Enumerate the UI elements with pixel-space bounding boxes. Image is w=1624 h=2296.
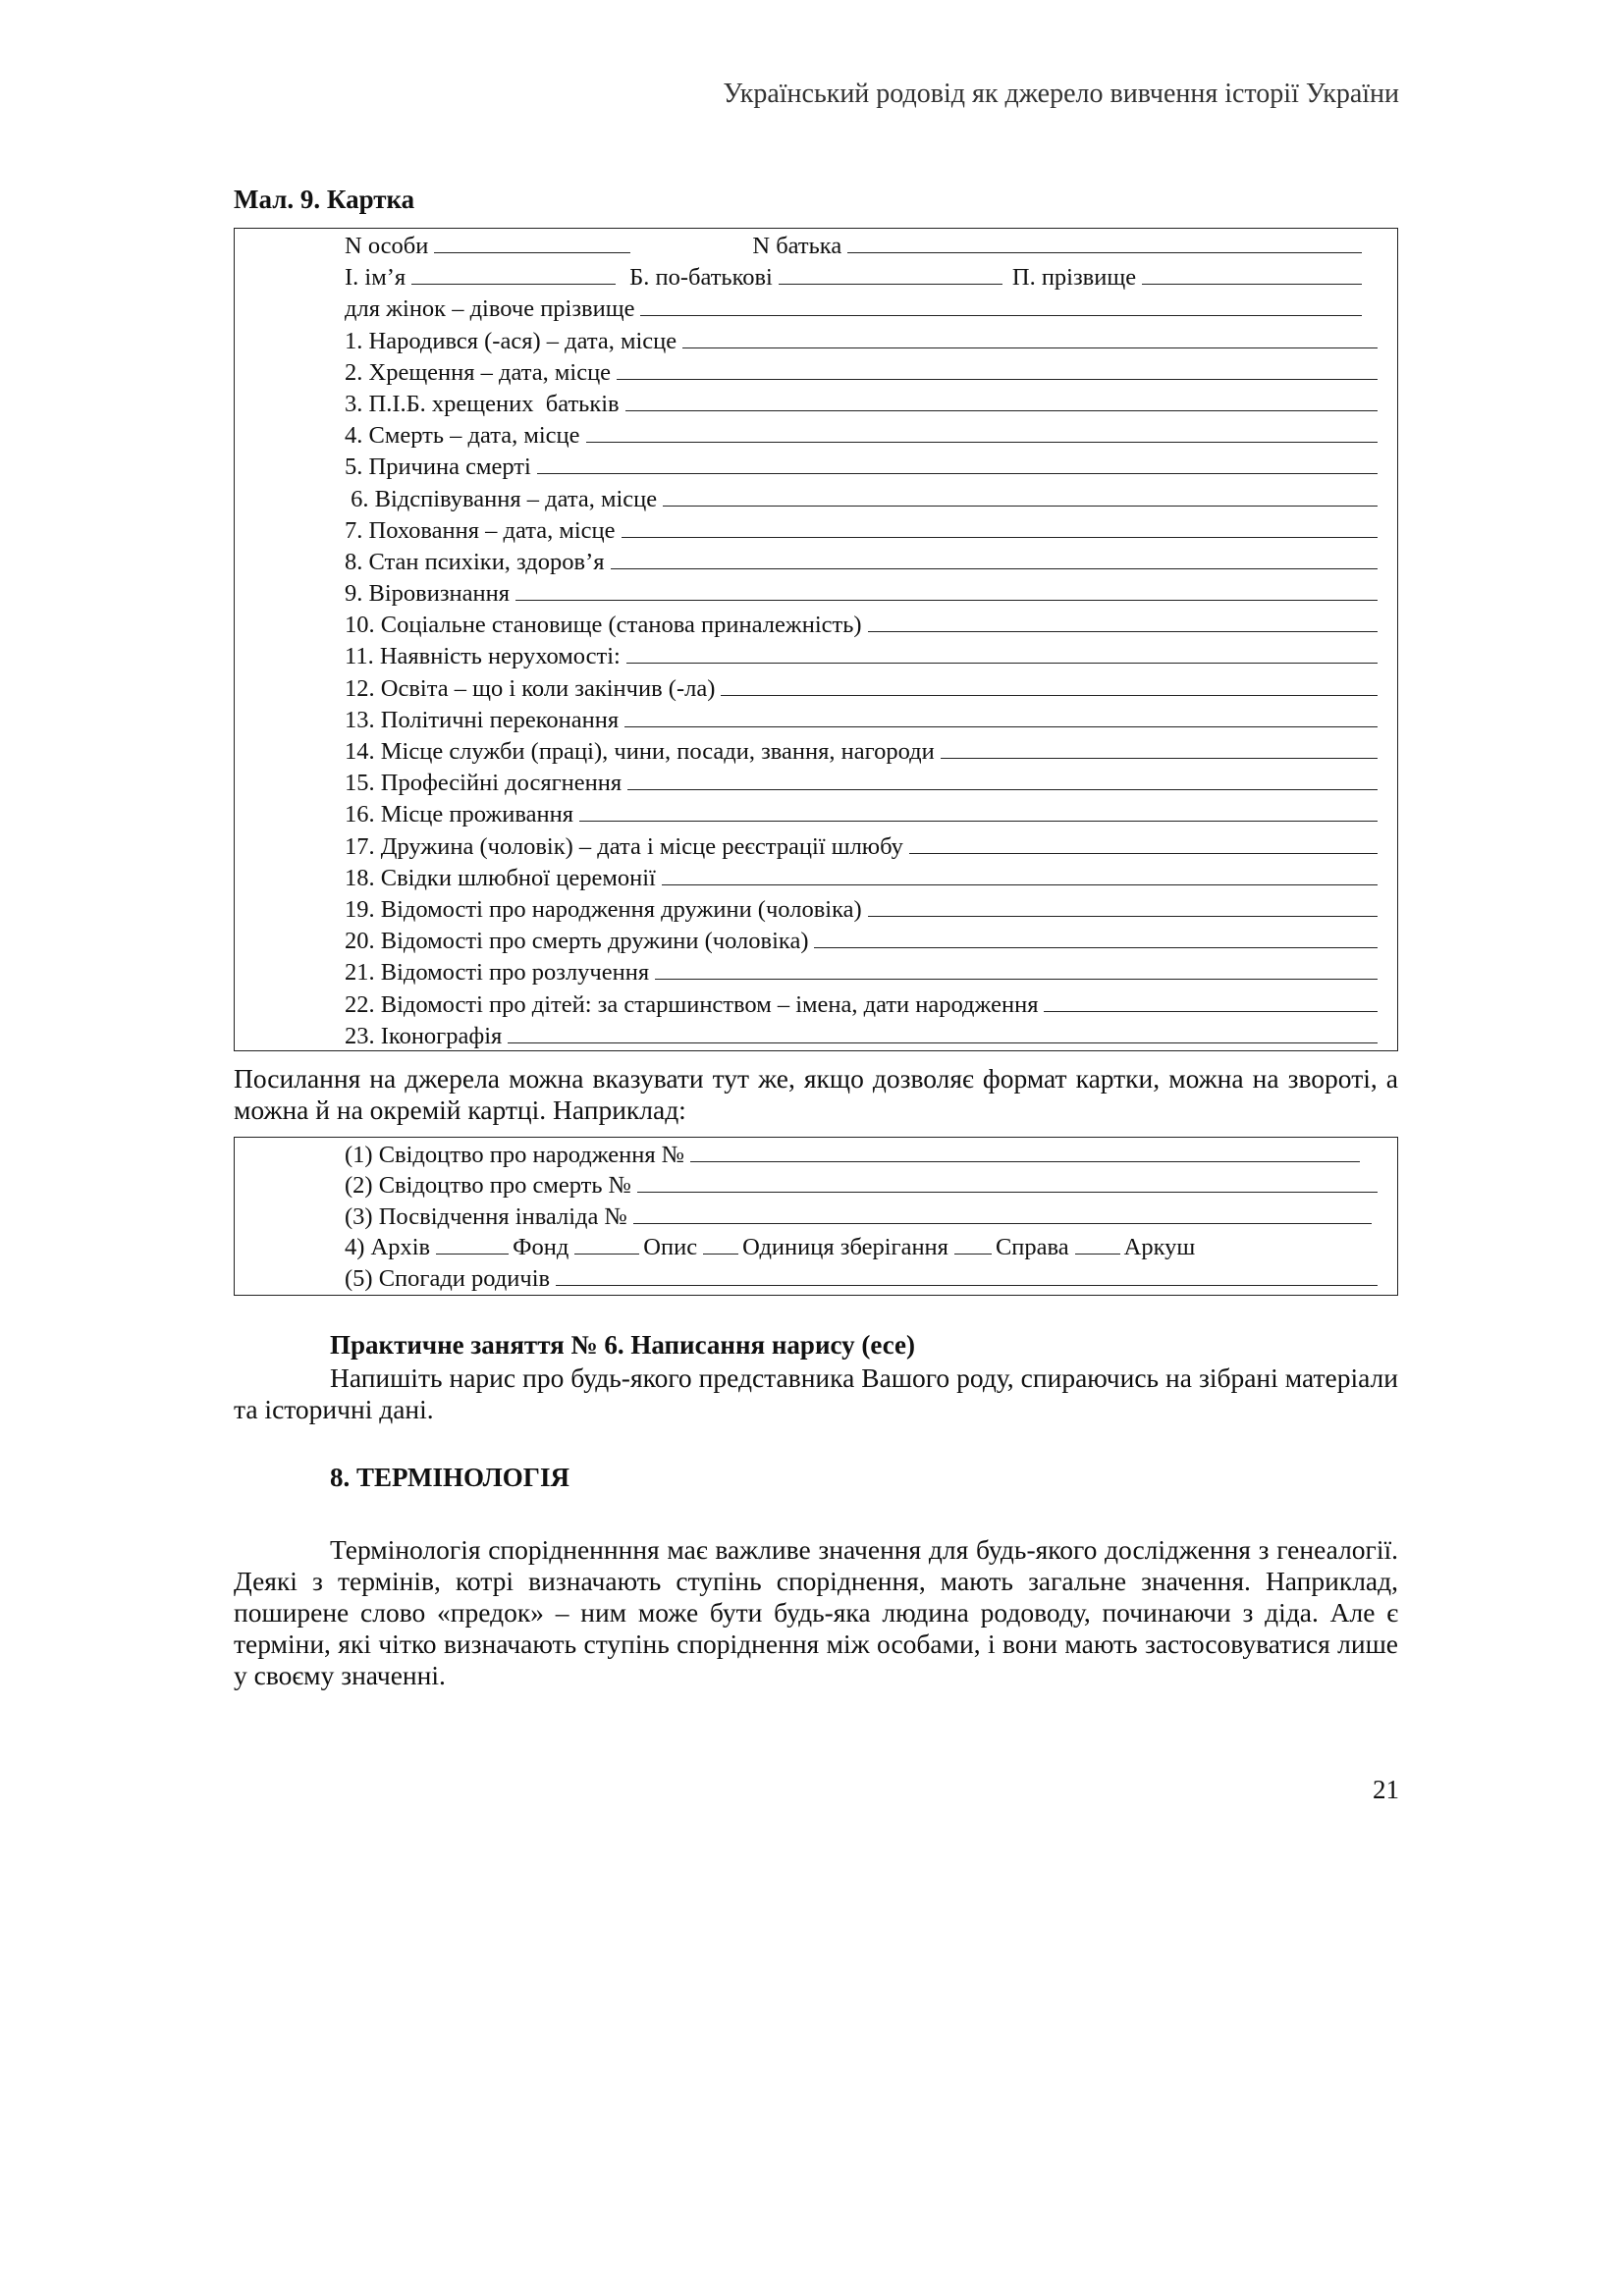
field-label: Одиниця зберігання <box>742 1234 948 1261</box>
source-row <box>235 1201 1397 1232</box>
field-label: 7. Поховання – дата, місце <box>345 516 616 544</box>
field-blank <box>633 1203 1372 1224</box>
field-label: 14. Місце служби (праці), чини, посади, звання, нагороди <box>345 738 935 765</box>
field-label: N особи <box>345 233 429 259</box>
field-label: 17. Дружина (чоловік) – дата і місце реєстрації шлюбу <box>345 832 903 860</box>
card-field-row <box>235 326 1397 357</box>
field-blank <box>909 833 1378 854</box>
card-field-row <box>235 768 1397 799</box>
card-field-row <box>235 926 1397 957</box>
field-label: N батька <box>752 233 842 259</box>
field-blank <box>434 233 630 253</box>
card-field-row <box>235 452 1397 483</box>
field-blank <box>627 770 1378 790</box>
field-label: 2. Хрещення – дата, місце <box>345 358 612 386</box>
card-row-names <box>235 262 1397 294</box>
field-label: 19. Відомості про народження дружини (чоловіка) <box>345 895 862 923</box>
field-label: Опис <box>643 1234 698 1261</box>
card-field-row <box>235 799 1397 830</box>
field-blank <box>411 264 616 285</box>
field-blank <box>626 643 1378 664</box>
field-blank <box>847 233 1362 253</box>
field-blank <box>868 612 1378 632</box>
field-label: 13. Політичні переконання <box>345 706 620 733</box>
source-row <box>235 1263 1397 1294</box>
field-label: І. ім’я <box>345 264 406 292</box>
card-field-row <box>235 357 1397 389</box>
field-label: 10. Соціальне становище (станова приналежність) <box>345 612 862 639</box>
running-title: Український родовід як джерело вивчення історії України <box>723 79 1399 109</box>
field-label: 9. Віровизнання <box>345 580 510 608</box>
card-field-row <box>235 484 1397 515</box>
field-blank <box>703 1234 738 1255</box>
field-blank <box>624 707 1378 727</box>
card-field-row <box>235 641 1397 672</box>
card-field-row <box>235 578 1397 610</box>
card-field-row <box>235 831 1397 863</box>
practical-text: Напишіть нарис про будь-якого представника Вашого роду, спираючись на зібрані матеріали та історичні дані. <box>234 1362 1398 1424</box>
field-blank <box>574 1234 639 1255</box>
field-label: Фонд <box>513 1234 569 1261</box>
genealogy-card <box>234 228 1398 1051</box>
field-label: 11. Наявність нерухомості: <box>345 643 621 670</box>
card-row-person-father <box>235 231 1397 262</box>
field-blank <box>537 454 1378 474</box>
field-label: П. прізвище <box>1011 264 1137 292</box>
field-label: для жінок – дівоче прізвище <box>345 295 635 323</box>
page-number: 21 <box>1373 1775 1399 1804</box>
field-blank <box>868 896 1378 917</box>
field-blank <box>625 391 1378 411</box>
card-field-row <box>235 894 1397 926</box>
field-blank <box>515 580 1378 601</box>
field-blank <box>1142 264 1362 285</box>
field-blank <box>1044 991 1378 1012</box>
field-blank <box>586 422 1378 443</box>
field-blank <box>1075 1234 1120 1255</box>
field-label: 8. Стан психіки, здоров’я <box>345 548 605 575</box>
field-blank <box>779 264 1002 285</box>
card-field-row <box>235 515 1397 547</box>
practical-title: Практичне заняття № 6. Написання нарису (есе) <box>330 1330 915 1360</box>
field-blank <box>637 1172 1378 1193</box>
source-row <box>235 1170 1397 1201</box>
field-blank <box>663 486 1378 507</box>
field-label: 23. Іконографія <box>345 1022 503 1049</box>
field-label: 4) Архів <box>345 1234 431 1261</box>
field-label: (3) Посвідчення інваліда № <box>345 1202 627 1230</box>
field-blank <box>508 1023 1378 1043</box>
field-blank <box>814 928 1378 948</box>
field-label: (1) Свідоцтво про народження № <box>345 1142 685 1168</box>
field-label: 20. Відомості про смерть дружини (чоловіка) <box>345 928 809 955</box>
card-field-row <box>235 547 1397 578</box>
card-row-maiden-name <box>235 294 1397 325</box>
field-label: 1. Народився (-ася) – дата, місце <box>345 327 677 354</box>
field-blank <box>617 359 1378 380</box>
source-row <box>235 1140 1397 1170</box>
section-title: 8. ТЕРМІНОЛОГІЯ <box>330 1463 569 1492</box>
field-label: 22. Відомості про дітей: за старшинством – імена, дати народження <box>345 990 1039 1018</box>
field-label: 4. Смерть – дата, місце <box>345 422 580 450</box>
field-label: (5) Спогади родичів <box>345 1264 551 1292</box>
field-blank <box>941 738 1378 759</box>
field-label: 3. П.І.Б. хрещених батьків <box>345 390 620 417</box>
field-label: Аркуш <box>1123 1234 1196 1261</box>
card-field-row <box>235 673 1397 705</box>
field-blank <box>436 1234 509 1255</box>
card-field-row <box>235 989 1397 1021</box>
card-field-row <box>235 420 1397 452</box>
field-blank <box>579 801 1378 822</box>
field-label: 16. Місце проживання <box>345 801 573 828</box>
source-row-archive <box>235 1232 1397 1262</box>
field-blank <box>954 1234 992 1255</box>
field-label: 18. Свідки шлюбної церемонії <box>345 864 656 891</box>
card-field-row <box>235 736 1397 768</box>
field-label: 6. Відспівування – дата, місце <box>345 485 658 512</box>
card-field-row <box>235 610 1397 641</box>
field-blank <box>556 1265 1378 1286</box>
section-text: Термінологія спорідненнння має важливе значення для будь-якого дослідження з генеалогії. Деякі з термінів, котрі визначають ступінь споріднення, мають загальне значення. Наприклад, поширене слово «предок» – ним може бути будь-яка людина родоводу, починаючи з діда. Але є терміни, які чітко визначають ступінь споріднення між особами, і вони мають застосовуватися лише у своєму значенні. <box>234 1534 1398 1690</box>
field-blank <box>622 517 1378 538</box>
card-field-row <box>235 1021 1397 1052</box>
field-blank <box>682 328 1378 348</box>
card-field-row <box>235 863 1397 894</box>
field-blank <box>662 865 1378 885</box>
field-blank <box>611 549 1379 569</box>
sources-note: Посилання на джерела можна вказувати тут же, якщо дозволяє формат картки, можна на звороті, а можна й на окремій картці. Наприклад: <box>234 1063 1398 1125</box>
field-blank <box>640 295 1362 316</box>
field-label: 5. Причина смерті <box>345 454 531 481</box>
field-label: Справа <box>995 1234 1069 1261</box>
card-field-row <box>235 389 1397 420</box>
figure-caption: Мал. 9. Картка <box>234 185 415 214</box>
card-field-row <box>235 705 1397 736</box>
card-field-row <box>235 957 1397 988</box>
field-blank <box>690 1142 1360 1162</box>
field-label: 12. Освіта – що і коли закінчив (-ла) <box>345 674 716 702</box>
sources-card <box>234 1137 1398 1296</box>
field-blank <box>721 675 1378 696</box>
field-label: 21. Відомості про розлучення <box>345 959 650 987</box>
field-label: 15. Професійні досягнення <box>345 770 623 797</box>
field-label: Б. по-батькові <box>629 264 773 292</box>
field-label: (2) Свідоцтво про смерть № <box>345 1172 632 1200</box>
field-blank <box>655 959 1378 980</box>
